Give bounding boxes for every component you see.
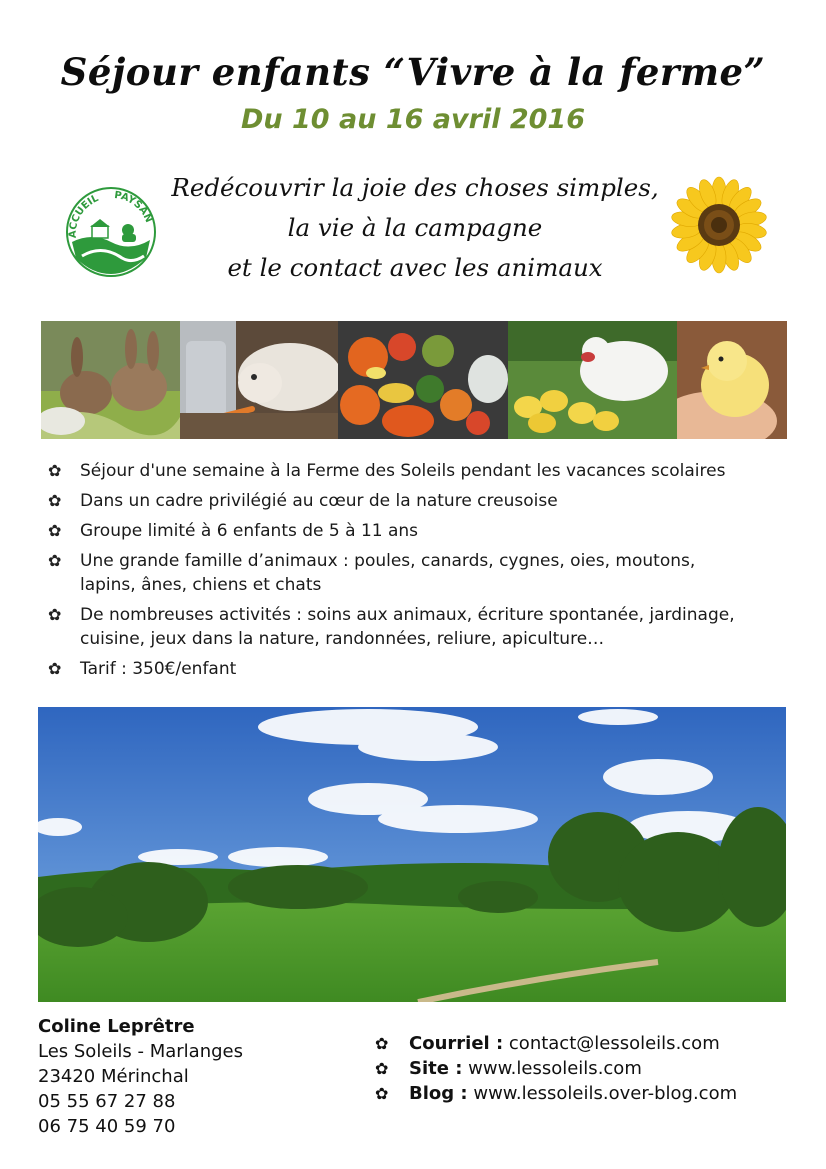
photo-strip xyxy=(41,321,787,439)
contact-name: Coline Leprêtre xyxy=(38,1016,195,1037)
chick-photo xyxy=(677,321,787,439)
tagline-line-2: la vie à la campagne xyxy=(287,213,543,242)
site-link[interactable]: www.lessoleils.com xyxy=(468,1058,642,1079)
rabbits-photo xyxy=(41,321,180,439)
contact-links xyxy=(375,1031,737,1106)
vegetables-photo xyxy=(338,321,508,439)
ornament-icon: ✿ xyxy=(48,491,62,510)
page-title: Séjour enfants “Vivre à la ferme” xyxy=(60,50,766,94)
sunflower-image xyxy=(670,176,768,274)
list-item xyxy=(48,459,778,483)
price-text: Tarif : 350€/enfant xyxy=(80,659,237,679)
ornament-icon: ✿ xyxy=(375,1059,389,1078)
ornament-icon: ✿ xyxy=(375,1084,389,1103)
list-item xyxy=(48,657,778,681)
email-link[interactable]: contact@lessoleils.com xyxy=(508,1033,720,1054)
logo-text-right: PAYSAN xyxy=(113,189,155,225)
ornament-icon: ✿ xyxy=(48,659,62,678)
landscape-photo xyxy=(38,707,786,1002)
tagline xyxy=(150,168,680,288)
features-list xyxy=(48,459,778,687)
event-dates: Du 10 au 16 avril 2016 xyxy=(240,104,585,135)
ducks-photo xyxy=(508,321,677,439)
blog-row xyxy=(375,1081,737,1106)
site-label: Site : xyxy=(409,1058,463,1079)
logo-text-left: ACCUEIL xyxy=(67,192,101,239)
list-item-text-continued: cuisine, jeux dans la nature, randonnées, reliure, apiculture… xyxy=(80,629,605,649)
ornament-icon: ✿ xyxy=(48,461,62,480)
list-item xyxy=(48,603,778,651)
list-item-text: De nombreuses activités : soins aux animaux, écriture spontanée, jardinage, xyxy=(80,605,735,625)
ornament-icon: ✿ xyxy=(48,605,62,624)
ornament-icon: ✿ xyxy=(48,551,62,570)
lamb-photo xyxy=(180,321,338,439)
site-row xyxy=(375,1056,737,1081)
tagline-line-3: et le contact avec les animaux xyxy=(227,253,603,282)
phone-1[interactable]: 05 55 67 27 88 xyxy=(38,1091,176,1112)
blog-link[interactable]: www.lessoleils.over-blog.com xyxy=(473,1083,738,1104)
list-item xyxy=(48,549,778,597)
address-line-2: 23420 Mérinchal xyxy=(38,1066,189,1087)
list-item-text: Groupe limité à 6 enfants de 5 à 11 ans xyxy=(80,521,419,541)
list-item-text: Séjour d'une semaine à la Ferme des Soleils pendant les vacances scolaires xyxy=(80,461,726,481)
phone-2[interactable]: 06 75 40 59 70 xyxy=(38,1116,176,1137)
address-line-1: Les Soleils - Marlanges xyxy=(38,1041,243,1062)
tagline-line-1: Redécouvrir la joie des choses simples, xyxy=(171,173,659,202)
contact-address xyxy=(38,1014,243,1139)
accueil-paysan-logo xyxy=(62,186,160,278)
email-label: Courriel : xyxy=(409,1033,504,1054)
list-item xyxy=(48,489,778,513)
list-item-text: Dans un cadre privilégié au cœur de la nature creusoise xyxy=(80,491,558,511)
ornament-icon: ✿ xyxy=(48,521,62,540)
list-item-text: Une grande famille d’animaux : poules, canards, cygnes, oies, moutons, xyxy=(80,551,696,571)
email-row xyxy=(375,1031,737,1056)
list-item xyxy=(48,519,778,543)
blog-label: Blog : xyxy=(409,1083,468,1104)
ornament-icon: ✿ xyxy=(375,1034,389,1053)
list-item-text-continued: lapins, ânes, chiens et chats xyxy=(80,575,322,595)
